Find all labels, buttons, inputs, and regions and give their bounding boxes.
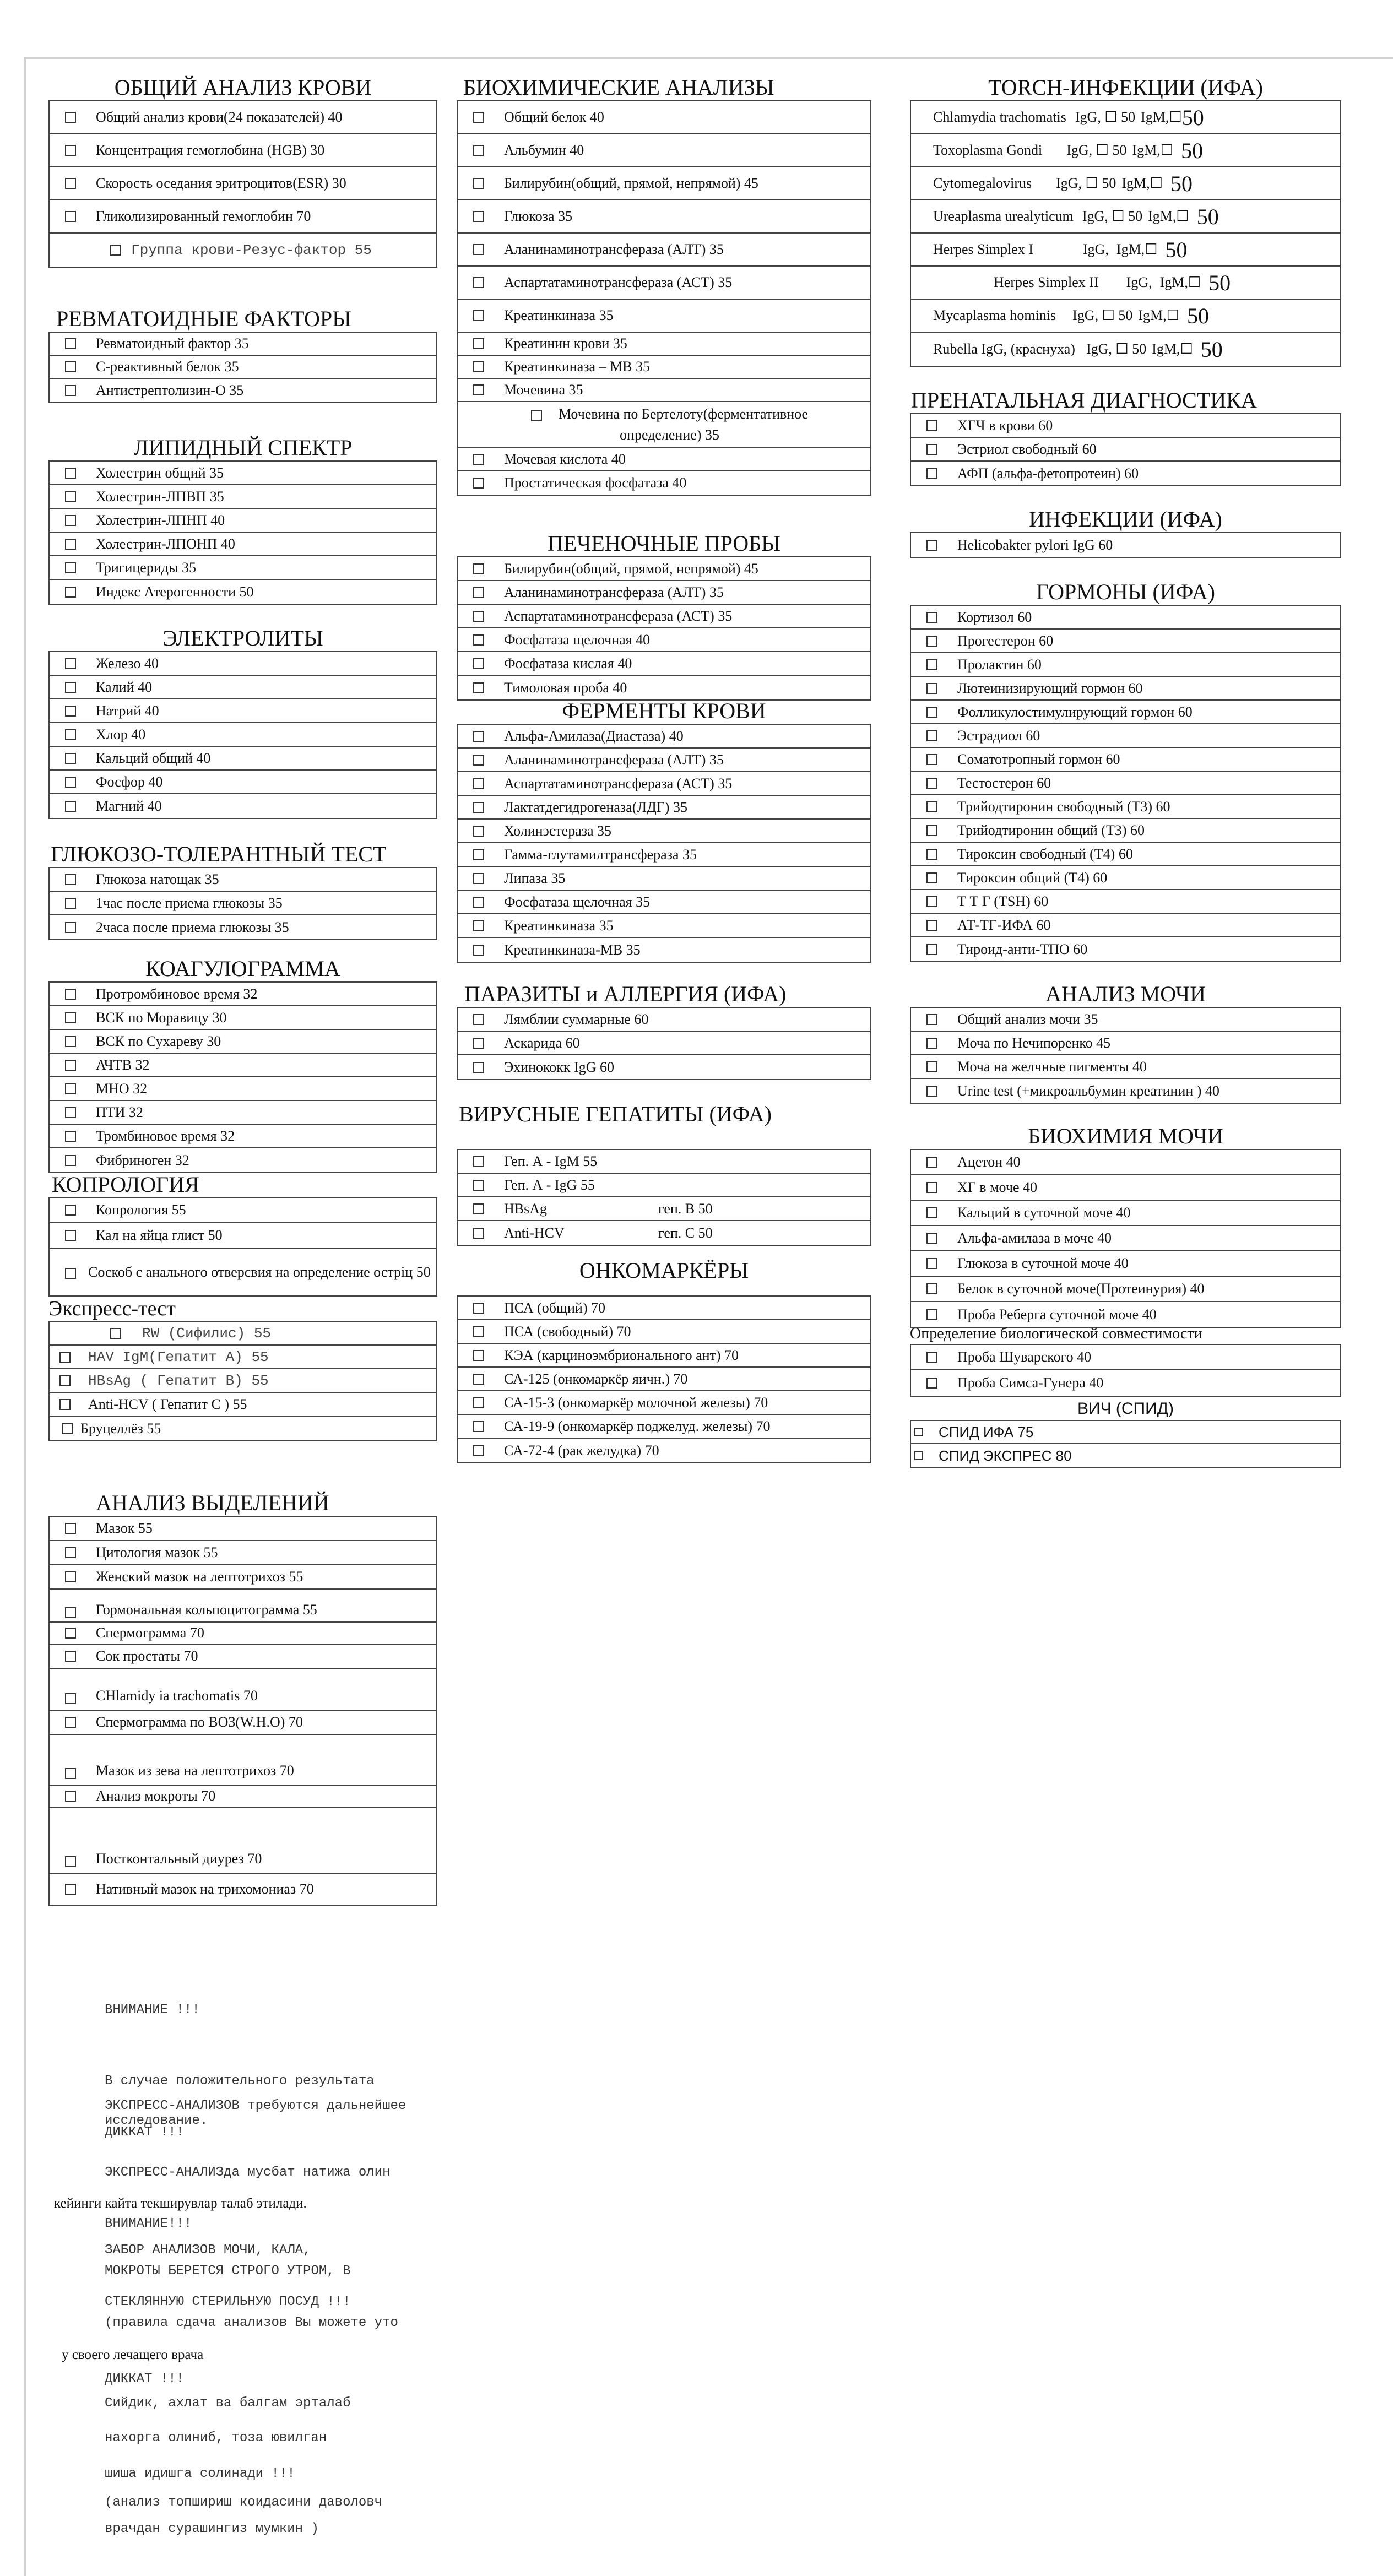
checkbox-icon[interactable]	[473, 1014, 484, 1025]
section-title: ГОРМОНЫ (ИФА)	[1036, 579, 1215, 604]
list-item[interactable]: Анализ мокроты 70	[50, 1786, 436, 1808]
list-item[interactable]: Глюкоза натощак 35	[50, 868, 436, 892]
checkbox-icon[interactable]	[473, 587, 484, 598]
note-line: ЗАБОР АНАЛИЗОВ МОЧИ, КАЛА,	[105, 2243, 311, 2258]
list-item[interactable]: Липаза 35	[458, 867, 870, 891]
note-line: у своего лечащего врача	[62, 2347, 204, 2362]
checkbox-icon[interactable]	[926, 1283, 937, 1294]
section-title: ЭЛЕКТРОЛИТЫ	[162, 626, 323, 650]
list-item[interactable]: Соматотропный гормон 60	[911, 748, 1340, 772]
checkbox-icon[interactable]	[473, 634, 484, 646]
list-item[interactable]: Бруцеллёз 55	[50, 1417, 436, 1440]
list-item[interactable]: АТ-ТГ-ИФА 60	[911, 914, 1340, 937]
checkbox-icon[interactable]	[473, 920, 484, 931]
list-item[interactable]: Геп. А - IgG 55	[458, 1174, 870, 1197]
checkbox-icon[interactable]	[926, 540, 937, 551]
checkbox-icon[interactable]	[926, 707, 937, 718]
list-item[interactable]: Спермограмма 70	[50, 1623, 436, 1645]
list-item[interactable]: ХГ в моче 40	[911, 1175, 1340, 1201]
list-item[interactable]: С-реактивный белок 35	[50, 356, 436, 379]
list-item[interactable]: Лактатдегидрогеназа(ЛДГ) 35	[458, 796, 870, 820]
list-item[interactable]: Общий анализ крови(24 показателей) 40	[50, 101, 436, 134]
checkbox-icon[interactable]	[926, 1086, 937, 1097]
section-title: ВИЧ (СПИД)	[1077, 1400, 1174, 1418]
checkbox-icon[interactable]	[926, 920, 937, 931]
checkbox-icon[interactable]	[473, 873, 484, 884]
checkbox-icon[interactable]	[473, 682, 484, 693]
list-item[interactable]: Тироид-анти-ТПО 60	[911, 937, 1340, 961]
list-item[interactable]: Прогестерон 60	[911, 630, 1340, 653]
checkbox-icon[interactable]	[926, 944, 937, 955]
list-item[interactable]: Аспартатаминотрансфераза (АСТ) 35	[458, 267, 870, 300]
list-item[interactable]: Трийодтиронин общий (Т3) 60	[911, 819, 1340, 843]
list-item[interactable]: Концентрация гемоглобина (HGB) 30	[50, 134, 436, 167]
section-oncomarkers	[457, 1258, 871, 1463]
checkbox-icon[interactable]	[473, 454, 484, 465]
checkbox-icon[interactable]	[926, 1157, 937, 1168]
checkbox-icon[interactable]	[926, 801, 937, 812]
list-item[interactable]: Кальций в суточной моче 40	[911, 1201, 1340, 1226]
checkbox-icon[interactable]	[473, 112, 484, 123]
list-item[interactable]: Женский мазок на лептотрихоз 55	[50, 1565, 436, 1590]
checkbox-icon[interactable]	[473, 1228, 484, 1239]
list-item[interactable]: Эстриол свободный 60	[911, 438, 1340, 462]
list-item[interactable]: Постконтальный диурез 70	[50, 1808, 436, 1874]
list-item[interactable]: Ревматоидный фактор 35	[50, 333, 436, 356]
section-liver	[457, 531, 871, 701]
note-line: СТЕКЛЯННУЮ СТЕРИЛЬНУЮ ПОСУД !!!	[105, 2295, 351, 2309]
list-item[interactable]: Холестрин-ЛПНП 40	[50, 509, 436, 533]
section-hiv	[910, 1398, 1341, 1468]
list-item[interactable]: Фибриноген 32	[50, 1148, 436, 1172]
list-item[interactable]: Цитология мазок 55	[50, 1541, 436, 1565]
list-item[interactable]: ПСА (свободный) 70	[458, 1320, 870, 1344]
note-line: МОКРОТЫ БЕРЕТСЯ СТРОГО УТРОМ, В	[105, 2264, 351, 2279]
checkbox-icon[interactable]	[473, 1156, 484, 1167]
list-item[interactable]: Тироксин свободный (Т4) 60	[911, 843, 1340, 866]
list-item[interactable]: Спермограмма по ВОЗ(W.H.O) 70	[50, 1711, 436, 1735]
checklist	[910, 532, 1341, 558]
list-item[interactable]: Белок в суточной моче(Протеинурия) 40	[911, 1277, 1340, 1302]
checkbox-icon[interactable]	[473, 145, 484, 156]
checkbox-icon[interactable]	[926, 754, 937, 765]
checkbox-icon[interactable]	[926, 1207, 937, 1218]
list-item[interactable]: Соскоб с анального отверсвия на определение острiц 50	[50, 1249, 436, 1295]
list-item[interactable]: Пролактин 60	[911, 653, 1340, 677]
section-title: ПЕЧЕНОЧНЫЕ ПРОБЫ	[547, 531, 781, 556]
list-item[interactable]: МНО 32	[50, 1077, 436, 1101]
checklist	[910, 1007, 1341, 1104]
list-item[interactable]: Мочевая кислота 40	[458, 448, 870, 471]
checklist	[910, 1420, 1341, 1468]
list-item[interactable]: Тимоловая проба 40	[458, 676, 870, 699]
list-item[interactable]: Индекс Атерогенности 50	[50, 580, 436, 604]
list-item[interactable]: Herpes Simplex II IgG, IgM,☐ 50	[911, 267, 1340, 300]
list-item[interactable]: Трийодтиронин свободный (Т3) 60	[911, 795, 1340, 819]
note-line: ДИККАТ !!!	[105, 2125, 185, 2140]
list-item[interactable]: Глюкоза 35	[458, 200, 870, 234]
checklist	[457, 100, 871, 496]
list-item[interactable]: Фосфатаза щелочная 40	[458, 628, 870, 652]
list-item[interactable]: 2часа после приема глюкозы 35	[50, 915, 436, 939]
section-hormones	[910, 579, 1341, 962]
checkbox-icon[interactable]	[473, 731, 484, 742]
checkbox-icon[interactable]	[473, 563, 484, 574]
list-item[interactable]: Фосфор 40	[50, 771, 436, 794]
list-item[interactable]: КЭА (карциноэмбрионального ант) 70	[458, 1344, 870, 1368]
section-title: ПРЕНАТАЛЬНАЯ ДИАГНОСТИКА	[911, 388, 1257, 413]
section-title: ИНФЕКЦИИ (ИФА)	[1029, 507, 1222, 532]
list-item[interactable]: Копрология 55	[50, 1198, 436, 1223]
list-item[interactable]: Проба Реберга суточной моче 40	[911, 1302, 1340, 1327]
checkbox-icon[interactable]	[926, 1061, 937, 1072]
checkbox-icon[interactable]	[473, 384, 484, 395]
note-line: ЭКСПРЕСС-АНАЛИЗОВ требуются дальнейшее исследование.	[105, 2098, 406, 2128]
list-item[interactable]: Билирубин(общий, прямой, непрямой) 45	[458, 167, 870, 200]
list-item[interactable]: Anti-HCV ( Гепатит С ) 55	[50, 1393, 436, 1417]
checkbox-icon[interactable]	[926, 1378, 937, 1389]
checkbox-icon[interactable]	[926, 1258, 937, 1269]
list-item[interactable]: Моча по Нечипоренко 45	[911, 1032, 1340, 1055]
list-item[interactable]: Геп. А - IgM 55	[458, 1150, 870, 1174]
list-item[interactable]: Лютеинизирующий гормон 60	[911, 677, 1340, 701]
section-title: АНАЛИЗ ВЫДЕЛЕНИЙ	[96, 1490, 329, 1515]
checkbox-icon[interactable]	[926, 659, 937, 670]
list-item[interactable]: Креатинкиназа – МВ 35	[458, 356, 870, 379]
checkbox-icon[interactable]	[926, 896, 937, 907]
notes-block	[0, 0, 441, 2576]
checklist	[457, 1007, 871, 1080]
checkbox-icon[interactable]	[926, 730, 937, 741]
list-item[interactable]: Протромбиновое время 32	[50, 983, 436, 1006]
list-item[interactable]: Аланинаминотрансфераза (АЛТ) 35	[458, 234, 870, 267]
list-item[interactable]: Mycaplasma hominis IgG, ☐ 50 IgM,☐ 50	[911, 300, 1340, 333]
checkbox-icon[interactable]	[926, 778, 937, 789]
list-item[interactable]: Фосфатаза щелочная 35	[458, 891, 870, 914]
list-item[interactable]: ПСА (общий) 70	[458, 1297, 870, 1320]
checkbox-icon[interactable]	[531, 410, 542, 421]
list-item[interactable]: Фосфатаза кислая 40	[458, 652, 870, 676]
list-item[interactable]: Гликолизированный гемоглобин 70	[50, 200, 436, 234]
section-title: ОБЩИЙ АНАЛИЗ КРОВИ	[114, 75, 372, 100]
list-item[interactable]: Toxoplasma Gondi IgG, ☐ 50 IgM,☐ 50	[911, 134, 1340, 167]
list-item[interactable]: HBsAg геп. B 50	[458, 1197, 870, 1221]
section-prenatal	[910, 388, 1341, 486]
checkbox-icon[interactable]	[473, 1374, 484, 1385]
section-title: БИОХИМИЧЕСКИЕ АНАЛИЗЫ	[463, 75, 774, 100]
note-line: (правила сдача анализов Вы можете уто	[105, 2315, 398, 2330]
checkbox-icon[interactable]	[473, 277, 484, 288]
note-line: врачдан сурашингиз мумкин )	[105, 2521, 319, 2536]
list-item[interactable]: Альбумин 40	[458, 134, 870, 167]
checklist	[910, 413, 1341, 486]
list-item[interactable]: Проба Шуварского 40	[911, 1345, 1340, 1370]
checkbox-icon[interactable]	[926, 420, 937, 431]
checklist	[457, 1295, 871, 1463]
list-item[interactable]: Кал на яйца глист 50	[50, 1223, 436, 1249]
list-item[interactable]: Тестостерон 60	[911, 772, 1340, 795]
checklist	[457, 556, 871, 701]
list-item[interactable]: Холестрин-ЛПВП 35	[50, 485, 436, 509]
list-item[interactable]: Аспартатаминотрансфераза (АСТ) 35	[458, 772, 870, 796]
checkbox-icon[interactable]	[473, 178, 484, 189]
list-item[interactable]: АЧТВ 32	[50, 1054, 436, 1077]
checkbox-icon[interactable]	[473, 611, 484, 622]
note-line: (анализ топшириш коидасини даволовч	[105, 2495, 383, 2510]
list-item[interactable]: Креатинкиназа-МВ 35	[458, 938, 870, 962]
list-item[interactable]: Helicobakter pylori IgG 60	[911, 533, 1340, 557]
checkbox-icon[interactable]	[926, 683, 937, 694]
checkbox-icon[interactable]	[473, 1303, 484, 1314]
note-line: кейинги кайта текширувлар талаб этилади.	[54, 2196, 307, 2211]
checkbox-icon[interactable]	[473, 310, 484, 321]
list-item[interactable]: Общий белок 40	[458, 101, 870, 134]
list-item[interactable]: RW (Сифилис) 55	[50, 1322, 436, 1346]
list-item[interactable]: Креатинкиназа 35	[458, 300, 870, 333]
checklist	[910, 1344, 1341, 1397]
list-item[interactable]: HBsAg ( Гепатит B) 55	[50, 1369, 436, 1393]
list-item[interactable]: Калий 40	[50, 676, 436, 699]
list-item[interactable]: Cytomegalovirus IgG, ☐ 50 IgM,☐ 50	[911, 167, 1340, 200]
list-item[interactable]: Т Т Г (TSH) 60	[911, 890, 1340, 914]
list-item[interactable]: Anti-HCV геп. С 50	[458, 1221, 870, 1245]
list-item[interactable]: Общий анализ мочи 35	[911, 1008, 1340, 1032]
list-item[interactable]: ВСК по Сухареву 30	[50, 1030, 436, 1054]
list-item[interactable]: СА-125 (онкомаркёр яичн.) 70	[458, 1368, 870, 1391]
note-line: ВНИМАНИЕ !!!	[105, 2003, 200, 2018]
checkbox-icon[interactable]	[473, 778, 484, 789]
section-title: ОНКОМАРКЁРЫ	[579, 1258, 749, 1283]
list-item[interactable]: ХГЧ в крови 60	[911, 414, 1340, 438]
checkbox-icon[interactable]	[473, 826, 484, 837]
list-item[interactable]: Rubella IgG, (краснуха) IgG, ☐ 50 IgM,☐ 50	[933, 337, 1223, 362]
list-item[interactable]: Тригицериды 35	[50, 556, 436, 580]
note-line: ЭКСПРЕСС-АНАЛИЗда мусбат натижа олин	[105, 2165, 391, 2180]
checkbox-icon[interactable]	[926, 849, 937, 860]
checkbox-icon[interactable]	[473, 244, 484, 255]
list-item[interactable]: Мазок 55	[50, 1517, 436, 1541]
checkbox-icon[interactable]	[473, 755, 484, 766]
checkbox-icon[interactable]	[473, 1203, 484, 1214]
checklist	[910, 100, 1341, 367]
checkbox-icon[interactable]	[926, 825, 937, 836]
list-item[interactable]: Магний 40	[50, 794, 436, 818]
checkbox-icon[interactable]	[926, 1233, 937, 1244]
list-item[interactable]: Аланинаминотрансфераза (АЛТ) 35	[458, 581, 870, 605]
list-item[interactable]: Аланинаминотрансфераза (АЛТ) 35	[458, 749, 870, 772]
list-item[interactable]: Железо 40	[50, 652, 436, 676]
section-urine-biochemistry	[910, 1124, 1341, 1328]
section-parasites	[457, 981, 871, 1080]
checkbox-icon[interactable]	[914, 1428, 923, 1436]
checkbox-icon[interactable]	[473, 478, 484, 489]
checklist	[457, 724, 871, 963]
checkbox-icon[interactable]	[926, 1038, 937, 1049]
list-item[interactable]: Креатинкиназа 35	[458, 914, 870, 938]
checkbox-icon[interactable]	[926, 444, 937, 455]
section-title: ПАРАЗИТЫ и АЛЛЕРГИЯ (ИФА)	[464, 981, 787, 1006]
section-title: КОПРОЛОГИЯ	[52, 1172, 199, 1197]
list-item[interactable]: Гамма-глутамилтрансфераза 35	[458, 843, 870, 867]
section-title: TORCH-ИНФЕКЦИИ (ИФА)	[988, 75, 1263, 100]
list-item[interactable]: Креатинин крови 35	[458, 333, 870, 356]
checkbox-icon[interactable]	[926, 1014, 937, 1025]
list-item[interactable]: Холестрин общий 35	[50, 462, 436, 485]
list-item[interactable]: Простатическая фосфатаза 40	[458, 471, 870, 495]
checkbox-icon[interactable]	[473, 1397, 484, 1408]
list-item[interactable]: Кальций общий 40	[50, 747, 436, 771]
list-item[interactable]: Билирубин(общий, прямой, непрямой) 45	[458, 557, 870, 581]
checkbox-icon[interactable]	[473, 1350, 484, 1361]
list-item[interactable]: Сок простаты 70	[50, 1645, 436, 1669]
checkbox-icon[interactable]	[473, 1326, 484, 1337]
section-title: АНАЛИЗ МОЧИ	[1045, 981, 1206, 1006]
list-item[interactable]: ВСК по Моравицу 30	[50, 1006, 436, 1030]
list-item[interactable]: СА-19-9 (онкомаркёр поджелуд. железы) 70	[458, 1415, 870, 1439]
list-item[interactable]: Ureaplasma urealyticum IgG, ☐ 50 IgM,☐ 50	[911, 200, 1340, 234]
section-title: КОАГУЛОГРАММА	[145, 956, 340, 981]
list-item[interactable]: Глюкоза в суточной моче 40	[911, 1251, 1340, 1277]
checkbox-icon[interactable]	[473, 849, 484, 860]
list-item[interactable]: HAV IgM(Гепатит A) 55	[50, 1346, 436, 1369]
list-item[interactable]: CHlamidy ia trachomatis 70	[50, 1669, 436, 1711]
section-torch	[910, 75, 1341, 367]
note-line: нахорга олиниб, тоза ювилган	[105, 2431, 327, 2445]
list-item[interactable]: Аскарида 60	[458, 1032, 870, 1055]
list-item[interactable]: Антистрептолизин-О 35	[50, 379, 436, 402]
list-item[interactable]: Лямблии суммарные 60	[458, 1008, 870, 1032]
checkbox-icon[interactable]	[926, 612, 937, 623]
checkbox-icon[interactable]	[926, 468, 937, 479]
note-line: Сийдик, ахлат ва балгам эрталаб	[105, 2396, 351, 2411]
list-item[interactable]: Группа крови-Резус-фактор 55	[50, 234, 436, 267]
section-title: ЛИПИДНЫЙ СПЕКТР	[133, 435, 353, 460]
list-item[interactable]: Мазок из зева на лептотрихоз 70	[50, 1735, 436, 1786]
list-item[interactable]: СА-15-3 (онкомаркёр молочной железы) 70	[458, 1391, 870, 1415]
section-title: БИОХИМИЯ МОЧИ	[1028, 1124, 1223, 1148]
list-item[interactable]: Моча на желчные пигменты 40	[911, 1055, 1340, 1079]
section-title: Экспресс-тест	[48, 1297, 176, 1320]
section-biochemistry	[457, 75, 871, 496]
note-line: ВНИМАНИЕ!!!	[105, 2216, 192, 2231]
checkbox-icon[interactable]	[914, 1451, 923, 1460]
section-title: ФЕРМЕНТЫ КРОВИ	[562, 698, 766, 723]
checkbox-icon[interactable]	[473, 361, 484, 372]
checkbox-icon[interactable]	[473, 897, 484, 908]
section-compatibility	[910, 1324, 1341, 1397]
list-item[interactable]: Натрий 40	[50, 699, 436, 723]
list-item[interactable]: Альфа-амилаза в моче 40	[911, 1226, 1340, 1251]
list-item[interactable]: Herpes Simplex I IgG, IgM,☐ 50	[911, 234, 1340, 267]
note-line: В случае положительного результата	[105, 2074, 375, 2089]
section-infections	[910, 507, 1341, 558]
section-title: ВИРУСНЫЕ ГЕПАТИТЫ (ИФА)	[459, 1102, 772, 1126]
list-item[interactable]: АФП (альфа-фетопротеин) 60	[911, 462, 1340, 485]
checkbox-icon[interactable]	[473, 1062, 484, 1073]
list-item[interactable]: Проба Симса-Гунера 40	[911, 1370, 1340, 1396]
checkbox-icon[interactable]	[926, 1309, 937, 1320]
section-title: РЕВМАТОИДНЫЕ ФАКТОРЫ	[56, 306, 352, 331]
checkbox-icon[interactable]	[473, 1038, 484, 1049]
checklist	[910, 1149, 1341, 1328]
list-item[interactable]: Тироксин общий (Т4) 60	[911, 866, 1340, 890]
note-line: ДИККАТ !!!	[105, 2372, 185, 2387]
checkbox-icon[interactable]	[473, 211, 484, 222]
checkbox-icon[interactable]	[473, 945, 484, 956]
section-enzymes	[457, 698, 871, 963]
checkbox-icon[interactable]	[926, 872, 937, 883]
list-item[interactable]: 1час после приема глюкозы 35	[50, 892, 436, 915]
checkbox-icon[interactable]	[926, 1352, 937, 1363]
checkbox-icon[interactable]	[926, 1182, 937, 1193]
checkbox-icon[interactable]	[473, 1180, 484, 1191]
list-item[interactable]: СПИД ЭКСПРЕС 80	[911, 1444, 1340, 1467]
checklist	[457, 1149, 871, 1246]
list-item[interactable]: Альфа-Амилаза(Диастаза) 40	[458, 725, 870, 749]
section-hepatitis	[457, 1102, 871, 1246]
list-item[interactable]: Гормональная кольпоцитограмма 55	[50, 1590, 436, 1623]
list-item[interactable]: Эстрадиол 60	[911, 724, 1340, 748]
checkbox-icon[interactable]	[473, 1445, 484, 1456]
list-item[interactable]: Скорость оседания эритроцитов(ESR) 30	[50, 167, 436, 200]
list-item[interactable]: Холестрин-ЛПОНП 40	[50, 533, 436, 556]
list-item[interactable]: Фолликулостимулирующий гормон 60	[911, 701, 1340, 724]
checklist	[910, 605, 1341, 962]
checkbox-icon[interactable]	[473, 338, 484, 349]
list-item[interactable]: Мочевина 35	[458, 379, 870, 402]
list-item[interactable]: Urine test (+микроальбумин креатинин ) 40	[911, 1079, 1340, 1103]
section-title: ГЛЮКОЗО-ТОЛЕРАНТНЫЙ ТЕСТ	[51, 842, 387, 866]
checkbox-icon[interactable]	[473, 658, 484, 669]
list-item[interactable]: Кортизол 60	[911, 606, 1340, 630]
list-item[interactable]: СПИД ИФА 75	[911, 1421, 1340, 1444]
checkbox-icon[interactable]	[926, 636, 937, 647]
list-item[interactable]: Хлор 40	[50, 723, 436, 747]
list-item[interactable]: Эхинококк IgG 60	[458, 1055, 870, 1079]
list-item[interactable]: Chlamydia trachomatis IgG, ☐ 50 IgM,☐ 50	[911, 101, 1340, 134]
list-item[interactable]: Нативный мазок на трихомониаз 70	[50, 1874, 436, 1905]
list-item[interactable]: СА-72-4 (рак желудка) 70	[458, 1439, 870, 1462]
checkbox-icon[interactable]	[473, 1421, 484, 1432]
section-title: Определение биологической совместимости	[910, 1325, 1202, 1342]
note-line: шиша идишга солинади !!!	[105, 2466, 295, 2481]
list-item[interactable]: Мочевина по Бертелоту(ферментативное определение) 35	[458, 402, 870, 448]
section-urine	[910, 981, 1341, 1104]
list-item[interactable]: Холинэстераза 35	[458, 820, 870, 843]
checkbox-icon[interactable]	[473, 802, 484, 813]
list-item[interactable]: Тромбиновое время 32	[50, 1125, 436, 1148]
list-item[interactable]: ПТИ 32	[50, 1101, 436, 1125]
list-item[interactable]: Ацетон 40	[911, 1150, 1340, 1175]
list-item[interactable]: Аспартатаминотрансфераза (АСТ) 35	[458, 605, 870, 628]
